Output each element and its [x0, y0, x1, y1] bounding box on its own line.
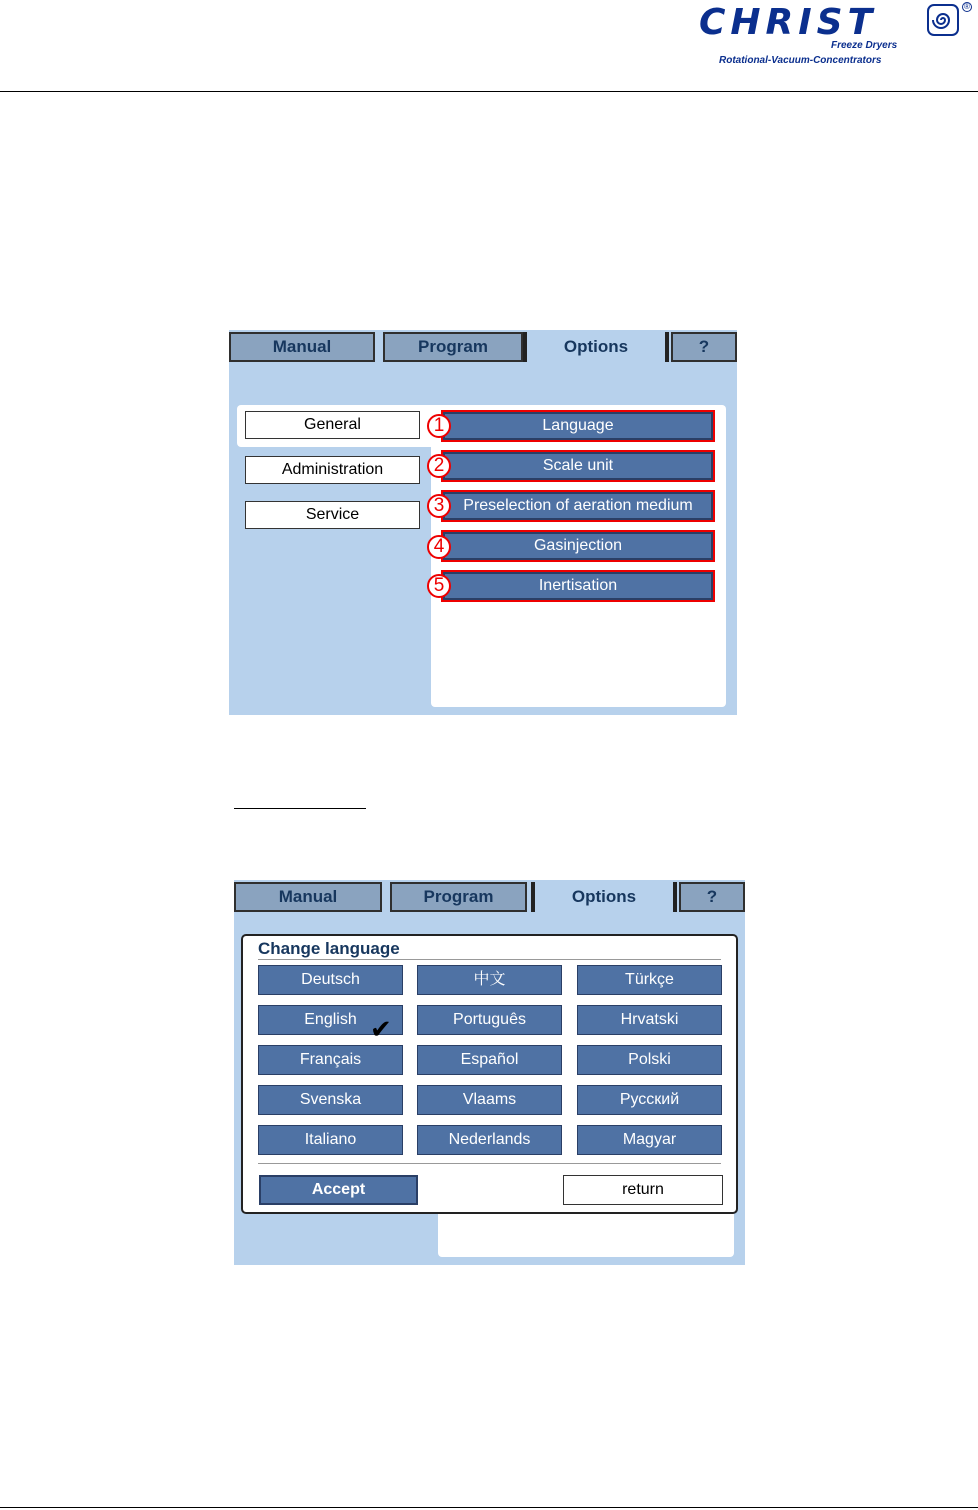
tab-options[interactable]: Options: [523, 332, 669, 362]
language-option[interactable]: Français: [258, 1045, 403, 1075]
christ-logo: [695, 0, 978, 80]
footer-divider: [0, 1507, 978, 1508]
callout-number: 3: [427, 494, 451, 518]
tab-manual[interactable]: Manual: [234, 882, 382, 912]
brand-subtitle-rvc: Rotational-Vacuum-Concentrators: [719, 55, 882, 66]
brand-name: CHRIST: [699, 2, 878, 43]
spiral-logo-icon: [927, 4, 959, 36]
language-button[interactable]: Language: [441, 410, 715, 442]
dialog-title: Change language: [258, 939, 400, 958]
brand-subtitle-freeze-dryers: Freeze Dryers: [831, 40, 898, 51]
tab-help[interactable]: ?: [679, 882, 745, 912]
language-option[interactable]: Svenska: [258, 1085, 403, 1115]
language-option[interactable]: Vlaams: [417, 1085, 562, 1115]
checkmark-icon: ✔: [370, 1014, 392, 1044]
background-panel: [438, 1214, 734, 1257]
tab-program[interactable]: Program: [383, 332, 523, 362]
language-option[interactable]: 中文: [417, 965, 562, 995]
aeration-medium-button[interactable]: Preselection of aeration medium: [441, 490, 715, 522]
callout-number: 4: [427, 535, 451, 559]
divider: [258, 1163, 721, 1164]
language-option[interactable]: Русский: [577, 1085, 722, 1115]
section-underline: [234, 808, 366, 809]
language-option[interactable]: Deutsch: [258, 965, 403, 995]
category-service-button[interactable]: Service: [245, 501, 420, 529]
language-option[interactable]: Português: [417, 1005, 562, 1035]
language-option-selected[interactable]: English: [258, 1005, 403, 1035]
divider: [258, 959, 721, 960]
header-divider: [0, 91, 978, 92]
callout-number: 2: [427, 454, 451, 478]
accept-button[interactable]: Accept: [259, 1175, 418, 1205]
language-option[interactable]: Magyar: [577, 1125, 722, 1155]
gasinjection-button[interactable]: Gasinjection: [441, 530, 715, 562]
registered-icon: ®: [962, 2, 972, 12]
language-option[interactable]: Polski: [577, 1045, 722, 1075]
callout-number: 1: [427, 414, 451, 438]
scale-unit-button[interactable]: Scale unit: [441, 450, 715, 482]
category-general-button[interactable]: General: [245, 411, 420, 439]
language-option[interactable]: Español: [417, 1045, 562, 1075]
callout-number: 5: [427, 574, 451, 598]
tab-program[interactable]: Program: [390, 882, 527, 912]
tab-bar: [229, 330, 737, 366]
options-screen: [229, 330, 737, 715]
return-button[interactable]: return: [563, 1175, 723, 1205]
language-option[interactable]: Türkçe: [577, 965, 722, 995]
tab-help[interactable]: ?: [671, 332, 737, 362]
tab-manual[interactable]: Manual: [229, 332, 375, 362]
tab-bar: [234, 880, 745, 916]
language-screen: [234, 880, 745, 1265]
language-option[interactable]: Nederlands: [417, 1125, 562, 1155]
change-language-dialog: [241, 934, 738, 1214]
inertisation-button[interactable]: Inertisation: [441, 570, 715, 602]
language-option[interactable]: Hrvatski: [577, 1005, 722, 1035]
category-administration-button[interactable]: Administration: [245, 456, 420, 484]
tab-options[interactable]: Options: [531, 882, 677, 912]
language-option[interactable]: Italiano: [258, 1125, 403, 1155]
